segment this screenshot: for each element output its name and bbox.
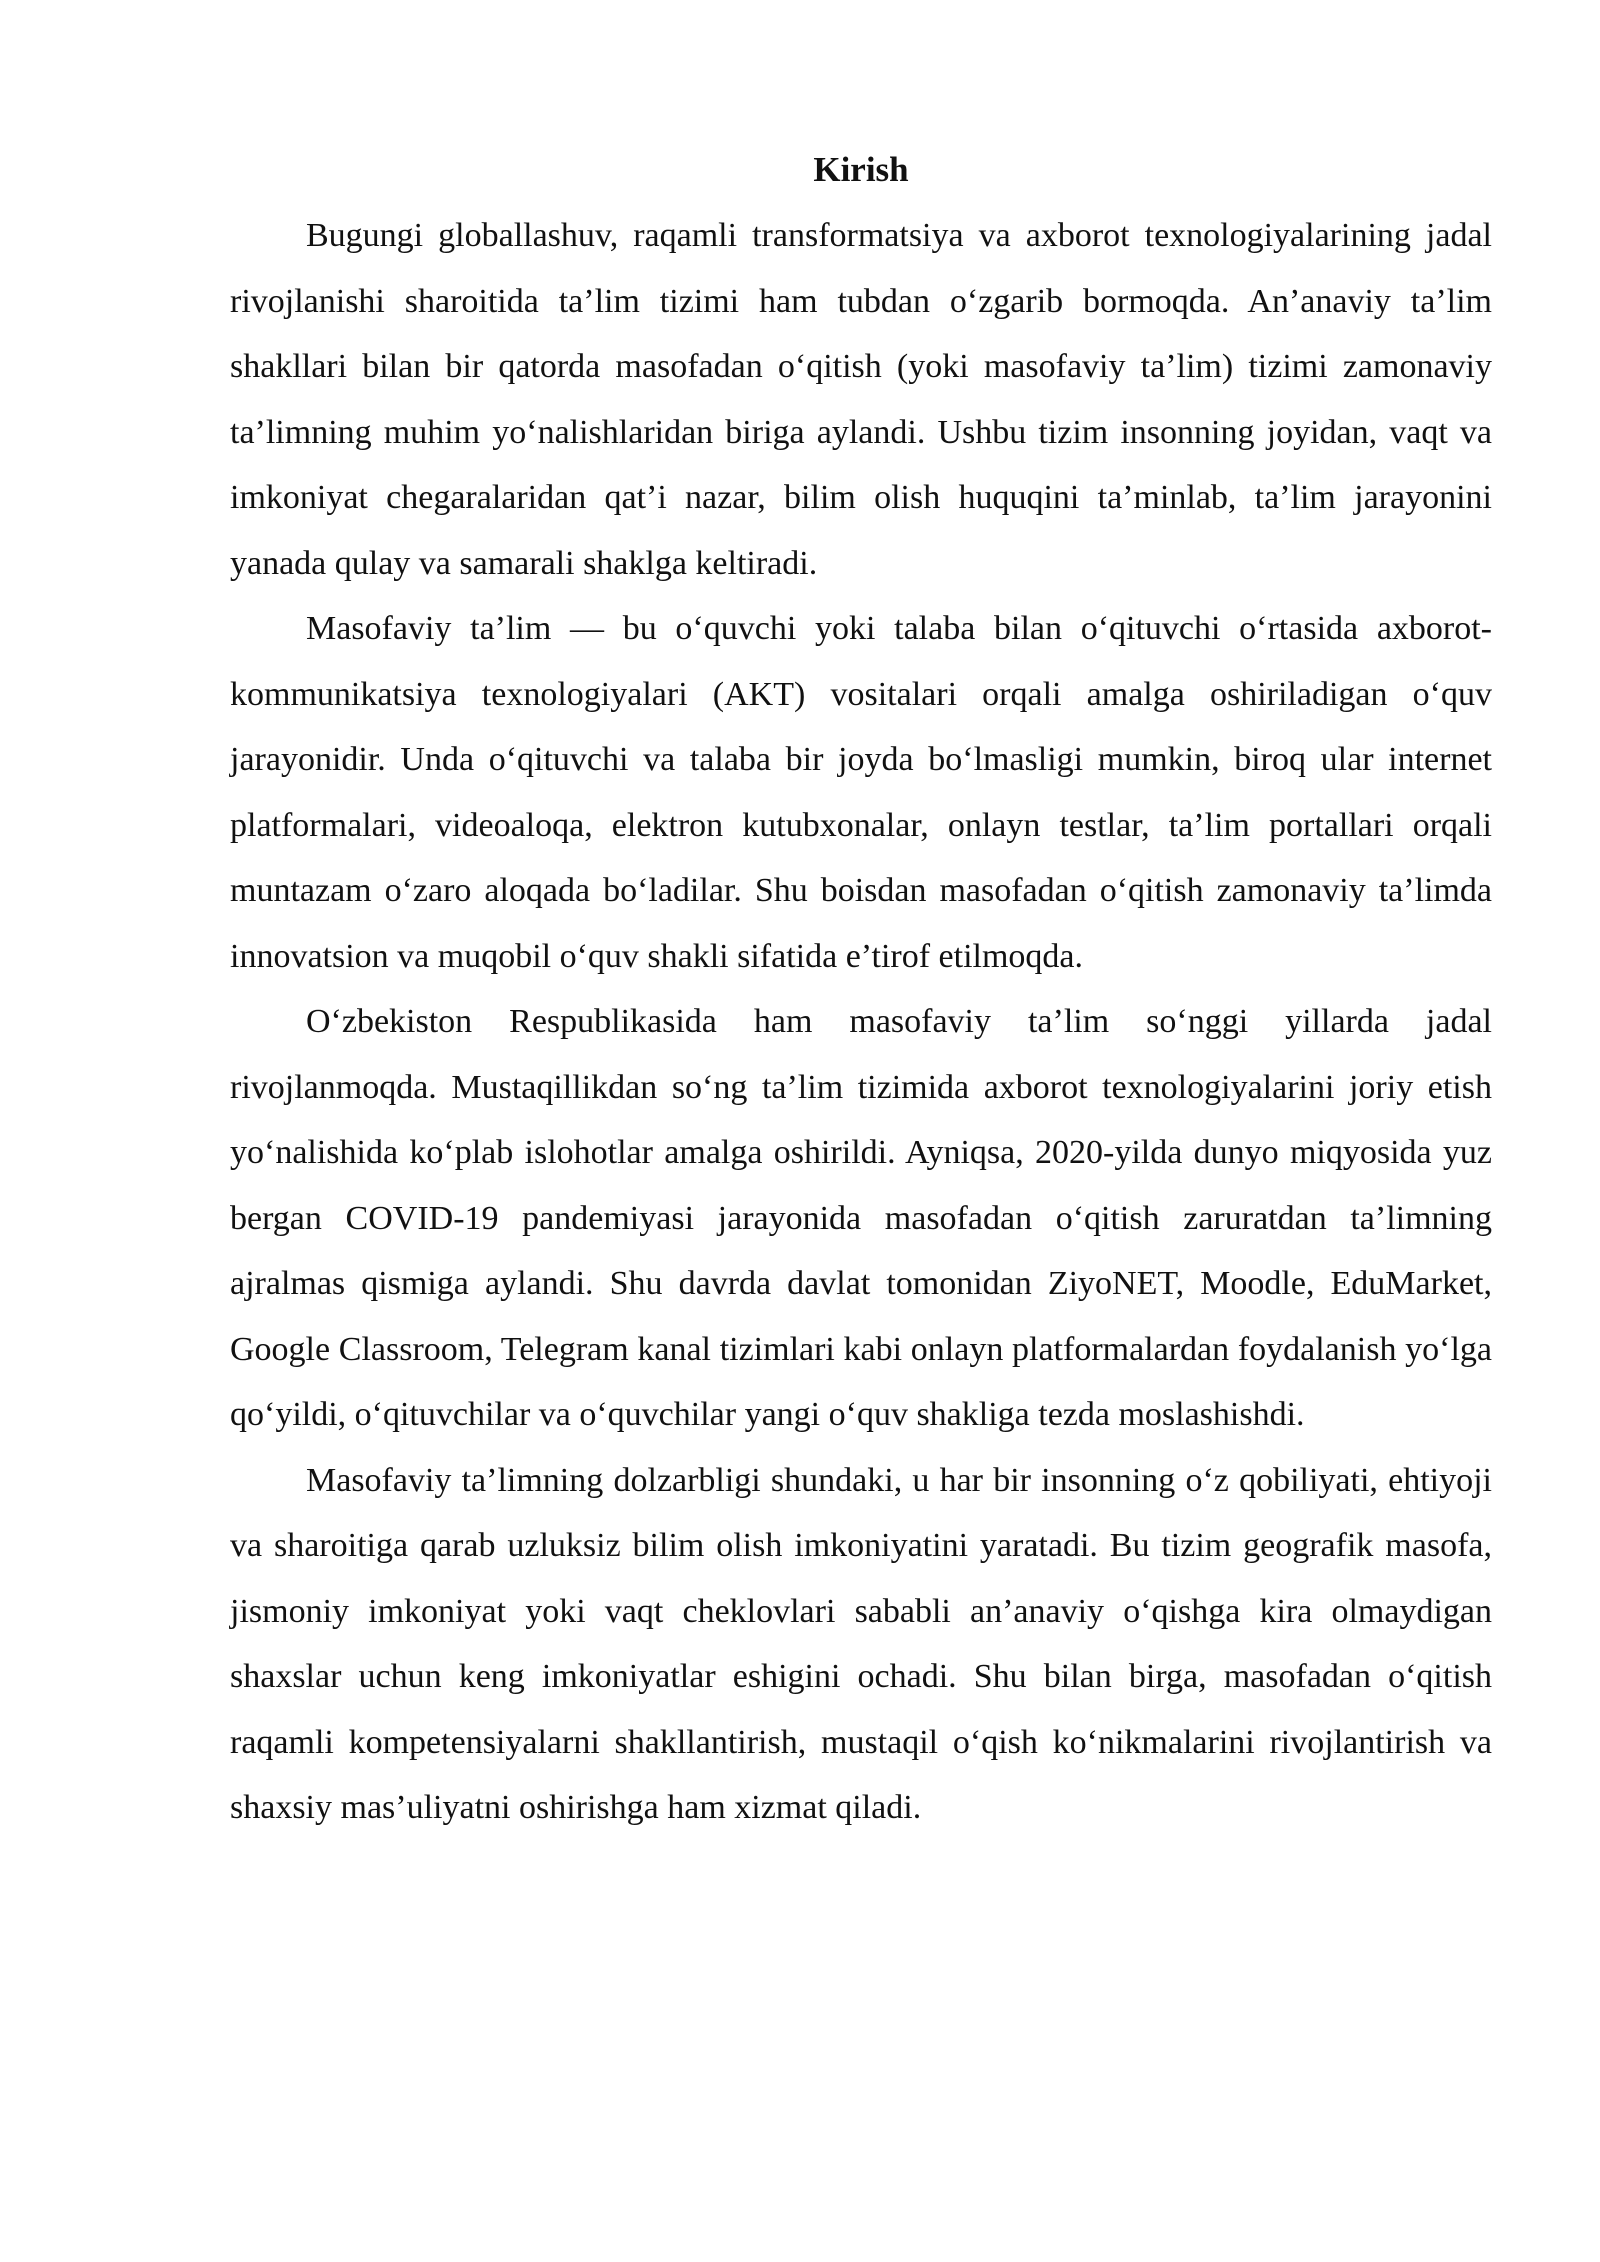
paragraph-3: O‘zbekiston Respublikasida ham masofaviy ta’lim so‘nggi yillarda jadal rivojlanmoqda. Mustaqillikdan so‘ng ta’lim tizimida axborot texnologiyalarini joriy etish yo‘nalishida ko‘plab islohotlar amalga oshirildi. Ayniqsa, 2020-yilda dunyo miqyosida yuz bergan COVID-19 pandemiyasi jarayonida masofadan o‘qitish zaruratdan ta’limning ajralmas qismiga aylandi. Shu davrda davlat tomonidan ZiyoNET, Moodle, EduMarket, Google Classroom, Telegram kanal tizimlari kabi onlayn platformalardan foydalanish yo‘lga qo‘yildi, o‘qituvchilar va o‘quvchilar yangi o‘quv shakliga tezda moslashishdi. xyxy=(230,1003,1492,1433)
paragraph-1: Bugungi globallashuv, raqamli transformatsiya va axborot texnologiyalarining jadal rivojlanishi sharoitida ta’lim tizimi ham tubdan o‘zgarib bormoqda. An’anaviy ta’lim shakllari bilan bir qatorda masofadan o‘qitish (yoki masofaviy ta’lim) tizimi zamonaviy ta’limning muhim yo‘nalishlaridan biriga aylandi. Ushbu tizim insonning joyidan, vaqt va imkoniyat chegaralaridan qat’i nazar, bilim olish huquqini ta’minlab, ta’lim jarayonini yanada qulay va samarali shaklga keltiradi. xyxy=(230,217,1492,582)
paragraph-4: Masofaviy ta’limning dolzarbligi shundaki, u har bir insonning o‘z qobiliyati, ehtiyoji va sharoitiga qarab uzluksiz bilim olish imkoniyatini yaratadi. Bu tizim geografik masofa, jismoniy imkoniyat yoki vaqt cheklovlari sababli an’anaviy o‘qishga kira olmaydigan shaxslar uchun keng imkoniyatlar eshigini ochadi. Shu bilan birga, masofadan o‘qitish raqamli kompetensiyalarni shakllantirish, mustaqil o‘qish ko‘nikmalarini rivojlantirish va shaxsiy mas’uliyatni oshirishga ham xizmat qiladi. xyxy=(230,1461,1492,1826)
document-page xyxy=(230,140,1492,1841)
document-title: Kirish xyxy=(813,150,909,189)
paragraph-2: Masofaviy ta’lim — bu o‘quvchi yoki talaba bilan o‘qituvchi o‘rtasida axborot-kommunikatsiya texnologiyalari (AKT) vositalari orqali amalga oshiriladigan o‘quv jarayonidir. Unda o‘qituvchi va talaba bir joyda bo‘lmasligi mumkin, biroq ular internet platformalari, videoaloqa, elektron kutubxonalar, onlayn testlar, ta’lim portallari orqali muntazam o‘zaro aloqada bo‘ladilar. Shu boisdan masofadan o‘qitish zamonaviy ta’limda innovatsion va muqobil o‘quv shakli sifatida e’tirof etilmoqda. xyxy=(230,610,1492,975)
